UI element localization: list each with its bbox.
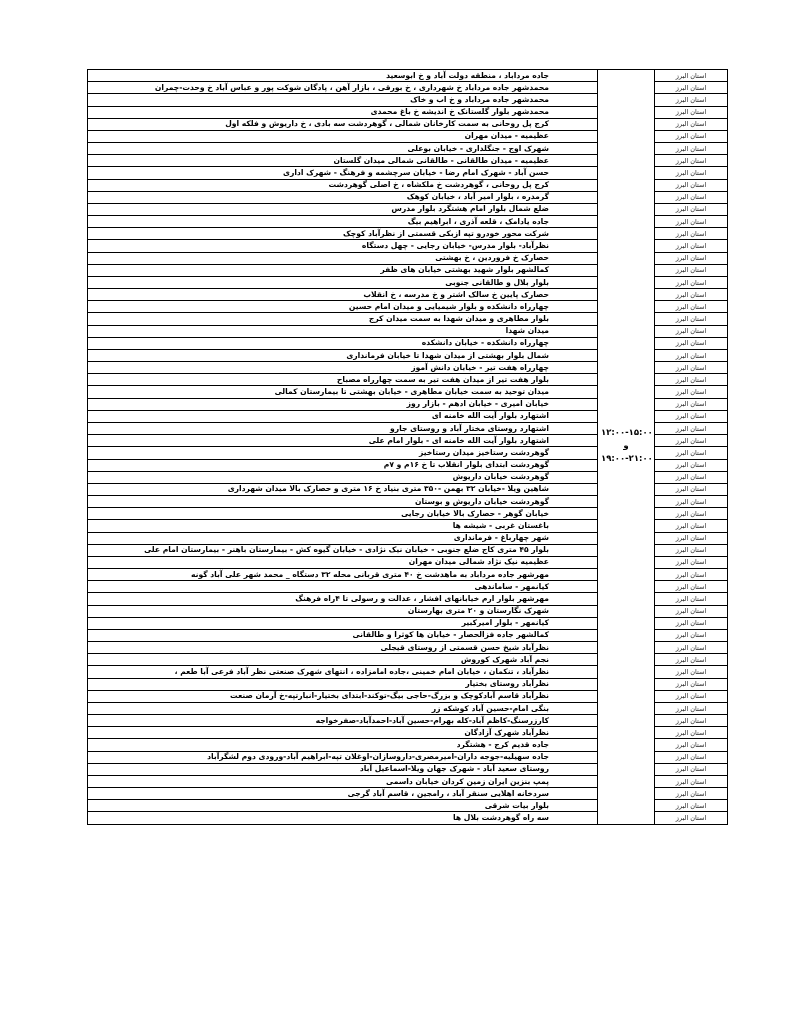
address-cell: نظرآباد روستای بختیار (88, 678, 598, 690)
address-cell: خیابان امیری - خیابان ادهم - بازار روز (88, 398, 598, 410)
province-cell: استان البرز (655, 386, 728, 398)
province-cell: استان البرز (655, 788, 728, 800)
province-cell: استان البرز (655, 690, 728, 702)
province-cell: استان البرز (655, 483, 728, 495)
province-cell: استان البرز (655, 410, 728, 422)
address-cell: اشتهارد بلوار آیت الله خامنه ای (88, 410, 598, 422)
address-cell: نظرآباد شهرک آزادگان (88, 727, 598, 739)
province-cell: استان البرز (655, 447, 728, 459)
address-cell: میدان شهدا (88, 325, 598, 337)
table-row (88, 70, 728, 82)
province-cell: استان البرز (655, 751, 728, 763)
address-cell: گوهردشت خیابان داریوش (88, 471, 598, 483)
province-cell: استان البرز (655, 240, 728, 252)
address-cell: نظرآباد- بلوار مدرس- خیابان رجایی - چهل دستگاه (88, 240, 598, 252)
address-cell: گرمدره ، بلوار امیر آباد ، خیابان کوهک (88, 191, 598, 203)
province-cell: استان البرز (655, 203, 728, 215)
address-cell: کیانمهر - ساماندهی (88, 581, 598, 593)
address-cell: گوهردشت رستاخیز میدان رستاخیز (88, 447, 598, 459)
address-cell: حصارک پایین خ سالک اشتر و خ مدرسه ، خ انقلاب (88, 289, 598, 301)
province-cell: استان البرز (655, 775, 728, 787)
address-cell: محمدشهر بلوار گلستانک خ اندیشه خ باغ محمدی (88, 106, 598, 118)
province-cell: استان البرز (655, 544, 728, 556)
province-cell: استان البرز (655, 715, 728, 727)
province-cell: استان البرز (655, 362, 728, 374)
province-cell: استان البرز (655, 666, 728, 678)
address-cell: کرج پل روحانی ، گوهردشت خ ملکشاه ، خ اصلی گوهردشت (88, 179, 598, 191)
address-cell: کارزرسنگ-کاظم آباد-کله بهرام-حسین آباد-احمدآباد-صفرخواجه (88, 715, 598, 727)
province-cell: استان البرز (655, 252, 728, 264)
province-cell: استان البرز (655, 167, 728, 179)
province-cell: استان البرز (655, 179, 728, 191)
province-cell: استان البرز (655, 678, 728, 690)
address-cell: کمالشهر جاده فزالحصار - خیابان ها کوثرا و طالقانی (88, 629, 598, 641)
address-cell: سه راه گوهردشت بلال ها (88, 812, 598, 824)
province-cell: استان البرز (655, 520, 728, 532)
address-cell: گوهردشت خیابان داریوش و بوستان (88, 496, 598, 508)
address-cell: بلوار مطاهری و میدان شهدا به سمت میدان کرج (88, 313, 598, 325)
address-cell: چهارراه دانشکده و بلوار شیمیایی و میدان امام حسین (88, 301, 598, 313)
address-cell: گوهردشت ابتدای بلوار انقلاب تا خ ۱۶م و ۷م (88, 459, 598, 471)
outage-schedule-table (87, 69, 728, 825)
address-cell: کمالشهر بلوار شهید بهشتی خیابان های ظفر (88, 264, 598, 276)
province-cell: استان البرز (655, 556, 728, 568)
address-cell: جاده یادامک ، قلعه آذری ، ابراهیم بیگ (88, 216, 598, 228)
address-cell: محمدشهر جاده مرداباد و خ اب و خاک (88, 94, 598, 106)
address-cell: جاده قدیم کرج - هشتگرد (88, 739, 598, 751)
province-cell: استان البرز (655, 422, 728, 434)
province-cell: استان البرز (655, 118, 728, 130)
time-window-conjunction: و (623, 441, 629, 452)
address-cell: جاده مرداباد ، منطقه دولت آباد و خ ابوسعید (88, 70, 598, 82)
address-cell: اشتهارد بلوار آیت الله خامنه ای - بلوار امام علی (88, 435, 598, 447)
address-cell: بلوار ۴۵ متری کاج ضلع جنوبی - خیابان نیک نژادی - خیابان گیوه کش - بیمارستان باهنر - بیمارستان امام علی (88, 544, 598, 556)
address-cell: چهارراه دانشکده - خیابان دانشکده (88, 337, 598, 349)
address-cell: خیابان گوهر - حصارک بالا خیابان رجایی (88, 508, 598, 520)
province-cell: استان البرز (655, 398, 728, 410)
address-cell: روستای سعید آباد - شهرک جهان ویلا-اسماعیل آباد (88, 763, 598, 775)
province-cell: استان البرز (655, 727, 728, 739)
province-cell: استان البرز (655, 763, 728, 775)
address-cell: مهرشهر بلوار ارم خیابانهای افشار ، عدالت و رسولی تا ۴راه فرهنگ (88, 593, 598, 605)
address-cell: بلوار بیات شرقی (88, 800, 598, 812)
province-cell: استان البرز (655, 642, 728, 654)
address-cell: پمپ بنزین ایران زمین کردان خیابان داسمی (88, 775, 598, 787)
province-cell: استان البرز (655, 216, 728, 228)
time-window-slot: ۱۹:۰۰-۲۱:۰۰ (601, 454, 653, 465)
address-cell: عظیمیه - میدان مهران (88, 130, 598, 142)
address-cell: شمال بلوار بهشتی از میدان شهدا تا خیابان فرمانداری (88, 349, 598, 361)
address-cell: نظرآباد قاسم آبادکوچک و بزرگ-حاجی بیگ-توکند-ابتدای بختیار-انبارتپه-خ آرمان صنعت (88, 690, 598, 702)
province-cell: استان البرز (655, 532, 728, 544)
address-cell: بنگی امام-حسین آباد کوشکه زر (88, 702, 598, 714)
address-cell: نجم آباد شهرک کوروش (88, 654, 598, 666)
province-cell: استان البرز (655, 800, 728, 812)
province-cell: استان البرز (655, 496, 728, 508)
province-cell: استان البرز (655, 325, 728, 337)
address-cell: شهرک اوج - جنگلداری - خیابان بوعلی (88, 143, 598, 155)
province-cell: استان البرز (655, 654, 728, 666)
time-window-slot: ۱۲:۰۰-۱۵:۰۰ (601, 428, 653, 439)
province-cell: استان البرز (655, 228, 728, 240)
address-cell: حسن آباد - شهرک امام رضا - خیابان سرچشمه و فرهنگ - شهرک اداری (88, 167, 598, 179)
province-cell: استان البرز (655, 264, 728, 276)
province-cell: استان البرز (655, 337, 728, 349)
address-cell: شهر چهارباغ - فرمانداری (88, 532, 598, 544)
province-cell: استان البرز (655, 471, 728, 483)
province-cell: استان البرز (655, 435, 728, 447)
province-cell: استان البرز (655, 106, 728, 118)
province-cell: استان البرز (655, 617, 728, 629)
address-cell: مهرشهر جاده مرداباد به ماهدشت خ ۴۰ متری قربانی محله ۳۲ دستگاه _ محمد شهر علی آباد گونه (88, 569, 598, 581)
province-cell: استان البرز (655, 374, 728, 386)
address-cell: بلوار بلال و طالقانی جنوبی (88, 276, 598, 288)
outage-schedule-body (88, 70, 728, 825)
province-cell: استان البرز (655, 82, 728, 94)
province-cell: استان البرز (655, 581, 728, 593)
address-cell: کرج پل روحانی به سمت کارخانان شمالی ، گوهردشت سه بادی ، خ داریوش و فلکه اول (88, 118, 598, 130)
address-cell: عظیمیه - میدان طالقانی - طالقانی شمالی میدان گلستان (88, 155, 598, 167)
province-cell: استان البرز (655, 301, 728, 313)
address-cell: نظرآباد ، تنکمان ، خیابان امام خمینی ،جاده امامزاده ، انتهای شهرک صنعتی نظر آباد فرعی آبا طعم ، (88, 666, 598, 678)
province-cell: استان البرز (655, 70, 728, 82)
address-cell: اشتهارد روستای مختار آباد و روستای جارو (88, 422, 598, 434)
province-cell: استان البرز (655, 629, 728, 641)
address-cell: شاهین ویلا -خیابان ۳۲ بهمن -۳۵۰ متری بنیاد خ ۱۶ متری و حصارک بالا میدان شهرداری (88, 483, 598, 495)
address-cell: حصارک خ فروردین ، خ بهشتی (88, 252, 598, 264)
province-cell: استان البرز (655, 130, 728, 142)
address-cell: نظرآباد شیخ حسن قسمتی از روستای قیجلی (88, 642, 598, 654)
address-cell: ضلع شمال بلوار امام هشتگرد بلوار مدرس (88, 203, 598, 215)
province-cell: استان البرز (655, 605, 728, 617)
province-cell: استان البرز (655, 155, 728, 167)
address-cell: بلوار هفت تیر از میدان هفت تیر به سمت چهارراه مصباح (88, 374, 598, 386)
province-cell: استان البرز (655, 143, 728, 155)
province-cell: استان البرز (655, 313, 728, 325)
address-cell: چهارراه هفت تیر - خیابان دانش آموز (88, 362, 598, 374)
address-cell: باغستان غربی - شیشه ها (88, 520, 598, 532)
province-cell: استان البرز (655, 812, 728, 824)
address-cell: میدان توحید به سمت خیابان مطاهری - خیابان بهشتی تا بیمارستان کمالی (88, 386, 598, 398)
province-cell: استان البرز (655, 702, 728, 714)
province-cell: استان البرز (655, 593, 728, 605)
address-cell: عظیمیه نیک نژاد شمالی میدان مهران (88, 556, 598, 568)
province-cell: استان البرز (655, 349, 728, 361)
province-cell: استان البرز (655, 459, 728, 471)
address-cell: شهرک نگارستان و ۲۰ متری بهارستان (88, 605, 598, 617)
address-cell: محمدشهر جاده مرداباد خ شهرداری ، خ بورقی ، بازار آهن ، پادگان شوکت پور و عباس آباد خ وحدت-چمران (88, 82, 598, 94)
province-cell: استان البرز (655, 276, 728, 288)
address-cell: جاده سهیلیه-جوجه داران-امیرمصری-داروسازان-اوغلان تپه-ابراهیم آباد-ورودی دوم لشگرآباد (88, 751, 598, 763)
province-cell: استان البرز (655, 739, 728, 751)
address-cell: کیانمهر - بلوار امیرکبیر (88, 617, 598, 629)
province-cell: استان البرز (655, 289, 728, 301)
time-window-cell (598, 70, 655, 825)
province-cell: استان البرز (655, 94, 728, 106)
address-cell: سردخانه اهلایی سنقر آباد ، رامجین ، قاسم آباد گرجی (88, 788, 598, 800)
province-cell: استان البرز (655, 191, 728, 203)
address-cell: شرکت محور خودرو تپه ازبکی قسمتی از نظرآباد کوچک (88, 228, 598, 240)
province-cell: استان البرز (655, 569, 728, 581)
province-cell: استان البرز (655, 508, 728, 520)
